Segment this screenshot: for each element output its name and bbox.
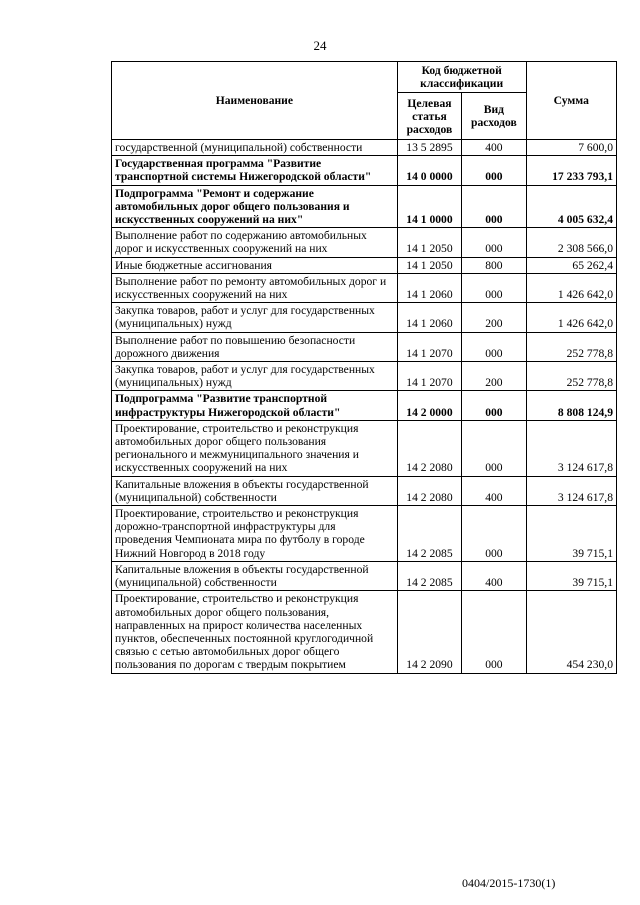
header-name: Наименование (112, 62, 398, 140)
row-expense-type-cell: 000 (462, 506, 526, 562)
table-row (112, 476, 617, 505)
row-sum-cell: 7 600,0 (526, 140, 616, 156)
row-name-cell: Государственная программа "Развитие транспортной системы Нижегородской области" (112, 156, 398, 185)
row-name-cell: Подпрограмма "Ремонт и содержание автомобильных дорог общего пользования и искусственных сооружений на них" (112, 185, 398, 228)
row-target-item-cell: 14 0 0000 (397, 156, 461, 185)
row-name-cell: Подпрограмма "Развитие транспортной инфраструктуры Нижегородской области" (112, 391, 398, 420)
row-name-cell: Закупка товаров, работ и услуг для государственных (муниципальных) нужд (112, 362, 398, 391)
row-sum-cell: 65 262,4 (526, 257, 616, 273)
row-target-item-cell: 14 2 2085 (397, 506, 461, 562)
row-sum-cell: 4 005 632,4 (526, 185, 616, 228)
table-row (112, 228, 617, 257)
row-sum-cell: 2 308 566,0 (526, 228, 616, 257)
row-target-item-cell: 13 5 2895 (397, 140, 461, 156)
row-name-cell: Выполнение работ по ремонту автомобильных дорог и искусственных сооружений на них (112, 273, 398, 302)
row-expense-type-cell: 000 (462, 273, 526, 302)
table-row (112, 303, 617, 332)
row-target-item-cell: 14 2 2080 (397, 476, 461, 505)
page-number: 24 (313, 38, 327, 53)
row-expense-type-cell: 800 (462, 257, 526, 273)
row-expense-type-cell: 000 (462, 420, 526, 476)
row-sum-cell: 3 124 617,8 (526, 476, 616, 505)
row-target-item-cell: 14 2 0000 (397, 391, 461, 420)
table-body (112, 140, 617, 674)
table-row (112, 561, 617, 590)
row-sum-cell: 1 426 642,0 (526, 273, 616, 302)
table-row (112, 273, 617, 302)
row-target-item-cell: 14 1 2070 (397, 332, 461, 361)
row-target-item-cell: 14 2 2080 (397, 420, 461, 476)
header-expense-type: Вид расходов (462, 93, 526, 140)
row-name-cell: Проектирование, строительство и реконструкция автомобильных дорог общего пользования регионального и межмуниципального значения и искусственных сооружений на них (112, 420, 398, 476)
row-name-cell: Капитальные вложения в объекты государственной (муниципальной) собственности (112, 561, 398, 590)
row-name-cell: Проектирование, строительство и реконструкция дорожно-транспортной инфраструктуры для проведения Чемпионата мира по футболу в городе Нижний Новгород в 2018 году (112, 506, 398, 562)
table-row (112, 257, 617, 273)
budget-table (111, 61, 617, 674)
row-target-item-cell: 14 1 2060 (397, 303, 461, 332)
row-expense-type-cell: 000 (462, 391, 526, 420)
row-expense-type-cell: 400 (462, 476, 526, 505)
row-name-cell: Проектирование, строительство и реконструкция автомобильных дорог общего пользования, направленных на прирост количества населенных пунктов, обеспеченных постоянной круглогодичной связью с сетью автомобильных дорог общего пользования по дорогам с твердым покрытием (112, 591, 398, 673)
row-name-cell: государственной (муниципальной) собственности (112, 140, 398, 156)
row-target-item-cell: 14 2 2085 (397, 561, 461, 590)
header-budget-code: Код бюджетной классификации (397, 62, 526, 93)
table-row (112, 185, 617, 228)
document-code: 0404/2015-1730(1) (462, 876, 556, 890)
row-sum-cell: 3 124 617,8 (526, 420, 616, 476)
row-sum-cell: 8 808 124,9 (526, 391, 616, 420)
row-expense-type-cell: 000 (462, 591, 526, 673)
table-row (112, 506, 617, 562)
row-target-item-cell: 14 1 0000 (397, 185, 461, 228)
row-expense-type-cell: 000 (462, 228, 526, 257)
row-sum-cell: 39 715,1 (526, 506, 616, 562)
row-sum-cell: 1 426 642,0 (526, 303, 616, 332)
header-target-item: Целевая статья расходов (397, 93, 461, 140)
row-target-item-cell: 14 1 2050 (397, 228, 461, 257)
row-target-item-cell: 14 1 2050 (397, 257, 461, 273)
row-expense-type-cell: 000 (462, 332, 526, 361)
table-row (112, 362, 617, 391)
header-sum: Сумма (526, 62, 616, 140)
row-name-cell: Иные бюджетные ассигнования (112, 257, 398, 273)
row-expense-type-cell: 400 (462, 140, 526, 156)
row-sum-cell: 252 778,8 (526, 362, 616, 391)
row-expense-type-cell: 000 (462, 156, 526, 185)
row-expense-type-cell: 400 (462, 561, 526, 590)
row-name-cell: Капитальные вложения в объекты государственной (муниципальной) собственности (112, 476, 398, 505)
row-expense-type-cell: 200 (462, 362, 526, 391)
table-row (112, 391, 617, 420)
table-row (112, 332, 617, 361)
row-sum-cell: 252 778,8 (526, 332, 616, 361)
row-target-item-cell: 14 1 2060 (397, 273, 461, 302)
row-target-item-cell: 14 2 2090 (397, 591, 461, 673)
row-expense-type-cell: 200 (462, 303, 526, 332)
table-row (112, 420, 617, 476)
table-row (112, 140, 617, 156)
row-name-cell: Выполнение работ по повышению безопасности дорожного движения (112, 332, 398, 361)
table-row (112, 156, 617, 185)
row-sum-cell: 39 715,1 (526, 561, 616, 590)
row-expense-type-cell: 000 (462, 185, 526, 228)
row-name-cell: Закупка товаров, работ и услуг для государственных (муниципальных) нужд (112, 303, 398, 332)
table-row (112, 591, 617, 673)
row-sum-cell: 454 230,0 (526, 591, 616, 673)
row-name-cell: Выполнение работ по содержанию автомобильных дорог и искусственных сооружений на них (112, 228, 398, 257)
row-target-item-cell: 14 1 2070 (397, 362, 461, 391)
table-header (112, 62, 617, 140)
row-sum-cell: 17 233 793,1 (526, 156, 616, 185)
